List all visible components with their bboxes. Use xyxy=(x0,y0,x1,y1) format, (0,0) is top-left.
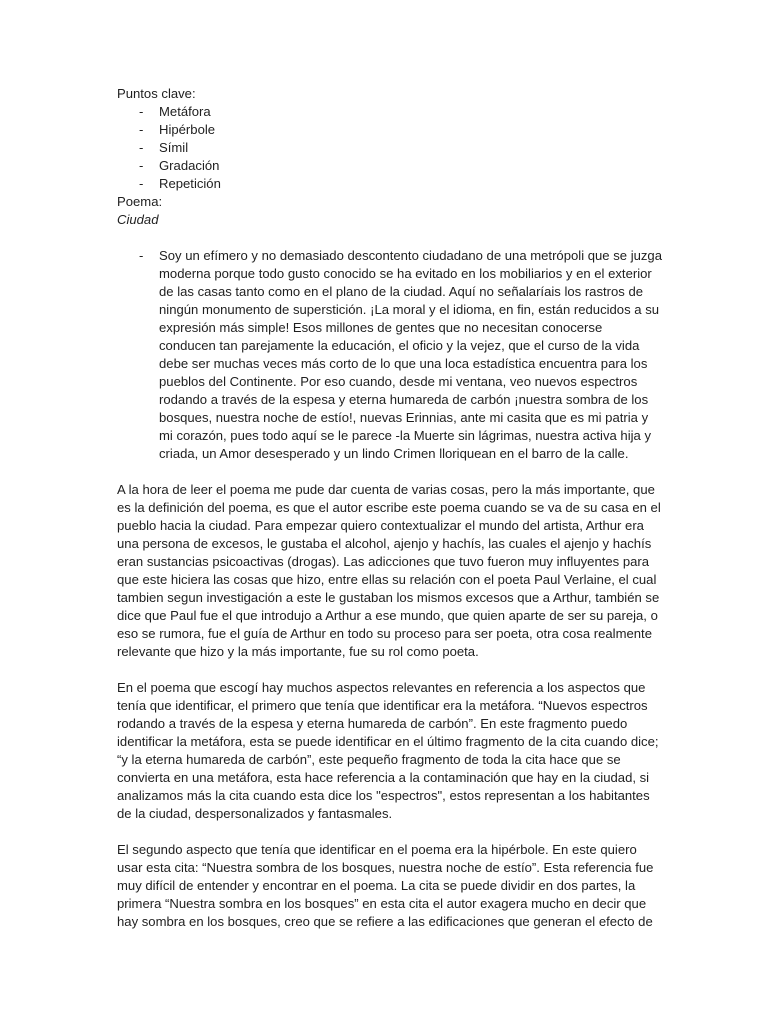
key-points-list xyxy=(117,103,662,193)
list-item-text: Símil xyxy=(159,140,189,155)
spacer xyxy=(117,229,662,247)
list-item xyxy=(117,157,662,175)
list-bullet: - xyxy=(139,158,144,173)
list-item-text: Hipérbole xyxy=(159,122,216,137)
list-bullet: - xyxy=(139,140,144,155)
paragraph-metaphor: En el poema que escogí hay muchos aspectos relevantes en referencia a los aspectos que tenía que identificar, el primero que tenía que identificar era la metáfora. “Nuevos espectros rodando a través de la espesa y eterna humareda de carbón”. En este fragmento puedo identificar la metáfora, esta se puede identificar en el último fragmento de la cita cuando dice; “y la eterna humareda de carbón”, este pequeño fragmento de toda la cita hace que se convierta en una metáfora, esta hace referencia a la contaminación que hay en la ciudad, si analizamos más la cita cuando esta dice los "espectros", estos representan a los habitantes de la ciudad, despersonalizados y fantasmales. xyxy=(117,680,659,821)
document-page xyxy=(117,85,662,949)
poem-title: Ciudad xyxy=(117,212,159,227)
list-item xyxy=(117,139,662,157)
list-bullet: - xyxy=(139,122,144,137)
list-item xyxy=(117,103,662,121)
poem-text-item xyxy=(117,247,662,463)
poem-label: Poema: xyxy=(117,194,163,209)
list-item-text: Metáfora xyxy=(159,104,211,119)
list-item xyxy=(117,175,662,193)
poem-text: Soy un efímero y no demasiado descontento ciudadano de una metrópoli que se juzga moderna porque todo gusto conocido se ha evitado en los mobiliarios y en el exterior de las casas tanto como en el plano de la ciudad. Aquí no señalaríais los rastros de ningún monumento de superstición. ¡La moral y el idioma, en fin, están reducidos a su expresión más simple! Esos millones de gentes que no necesitan conocerse conducen tan parejamente la educación, el oficio y la vejez, que el curso de la vida debe ser muchas veces más corto de lo que una loca estadística encuentra para los pueblos del Continente. Por eso cuando, desde mi ventana, veo nuevos espectros rodando a través de la espesa y eterna humareda de carbón ¡nuestra sombra de los bosques, nuestra noche de estío!, nuevas Erinnias, ante mi casita que es mi patria y mi corazón, pues todo aquí se le parece -la Muerte sin lágrimas, nuestra activa hija y criada, un Amor desesperado y un lindo Crimen lloriquean en el barro de la calle. xyxy=(159,248,662,461)
paragraph-context: A la hora de leer el poema me pude dar cuenta de varias cosas, pero la más importante, que es la definición del poema, es que el autor escribe este poema cuando se va de su casa en el pueblo hacia la ciudad. Para empezar quiero contextualizar el mundo del artista, Arthur era una persona de excesos, le gustaba el alcohol, ajenjo y hachís, las cuales el ajenjo y hachís eran sustancias psicoactivas (drogas). Las adicciones que tuvo fueron muy influyentes para que este hiciera las cosas que hizo, entre ellas su relación con el poeta Paul Verlaine, el cual tambien segun investigación a este le gustaban los mismos excesos que a Arthur, también se dice que Paul fue el que introdujo a Arthur a ese mundo, que quien aparte de ser su pareja, o eso se rumora, fue el guía de Arthur en todo su proceso para ser poeta, otra cosa realmente relevante que hizo y la más importante, fue su rol como poeta. xyxy=(117,482,661,659)
list-bullet: - xyxy=(139,248,144,263)
list-item-text: Repetición xyxy=(159,176,221,191)
list-item-text: Gradación xyxy=(159,158,220,173)
paragraph-hyperbole: El segundo aspecto que tenía que identificar en el poema era la hipérbole. En este quiero usar esta cita: “Nuestra sombra de los bosques, nuestra noche de estío”. Esta referencia fue muy difícil de entender y encontrar en el poema. La cita se puede dividir en dos partes, la primera “Nuestra sombra en los bosques” en esta cita el autor exagera mucho en decir que hay sombra en los bosques, creo que se refiere a las edificaciones que generan el efecto de xyxy=(117,842,654,929)
list-item xyxy=(117,121,662,139)
list-bullet: - xyxy=(139,104,144,119)
list-bullet: - xyxy=(139,176,144,191)
key-points-heading: Puntos clave: xyxy=(117,86,196,101)
spacer xyxy=(117,463,662,481)
